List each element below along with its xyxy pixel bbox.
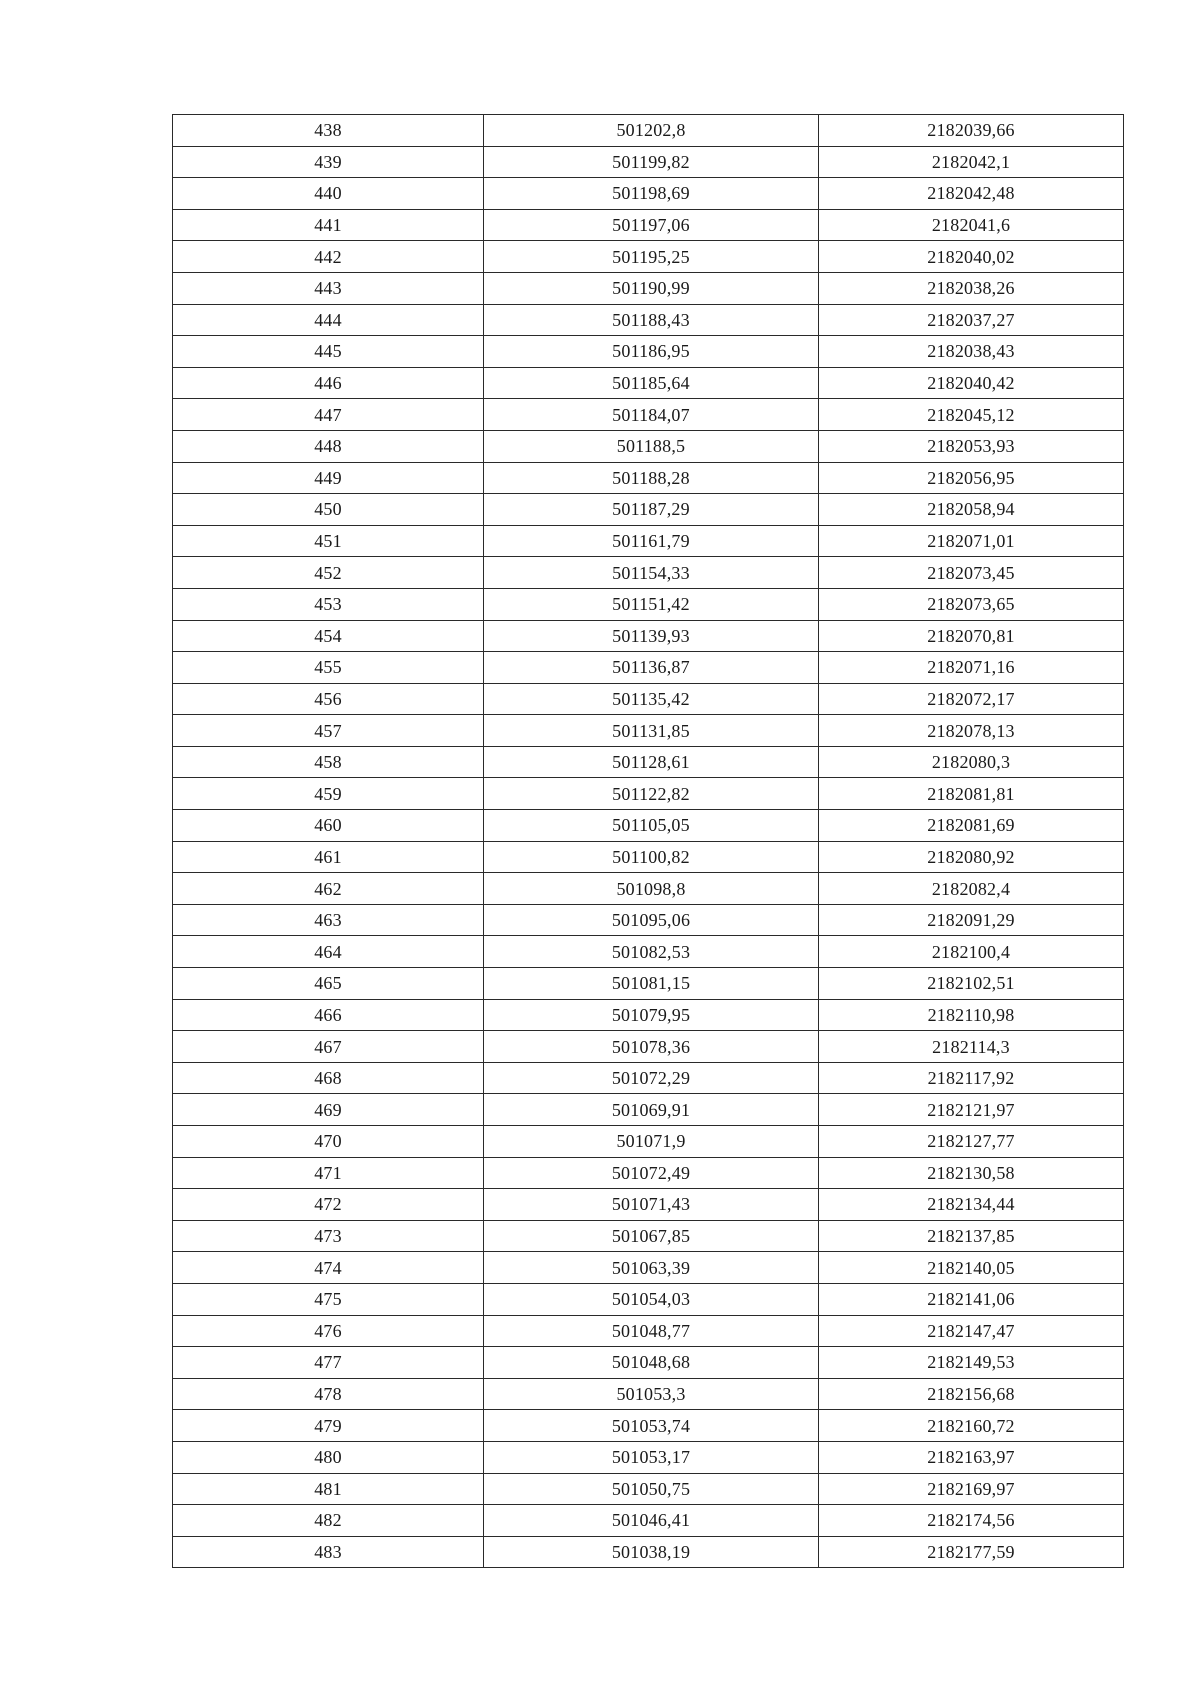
x-coordinate-cell: 501082,53 bbox=[484, 936, 819, 968]
y-coordinate-cell: 2182040,02 bbox=[819, 241, 1124, 273]
table-row bbox=[173, 272, 1124, 304]
table-row bbox=[173, 146, 1124, 178]
point-number-cell: 448 bbox=[173, 430, 484, 462]
table-row bbox=[173, 841, 1124, 873]
x-coordinate-cell: 501048,68 bbox=[484, 1347, 819, 1379]
y-coordinate-cell: 2182039,66 bbox=[819, 115, 1124, 147]
point-number-cell: 446 bbox=[173, 367, 484, 399]
x-coordinate-cell: 501185,64 bbox=[484, 367, 819, 399]
point-number-cell: 464 bbox=[173, 936, 484, 968]
point-number-cell: 479 bbox=[173, 1410, 484, 1442]
coordinates-table bbox=[172, 114, 1124, 1568]
table-row bbox=[173, 810, 1124, 842]
x-coordinate-cell: 501151,42 bbox=[484, 588, 819, 620]
table-row bbox=[173, 652, 1124, 684]
x-coordinate-cell: 501186,95 bbox=[484, 336, 819, 368]
x-coordinate-cell: 501199,82 bbox=[484, 146, 819, 178]
point-number-cell: 460 bbox=[173, 810, 484, 842]
coordinates-table-body bbox=[173, 115, 1124, 1568]
table-row bbox=[173, 1410, 1124, 1442]
y-coordinate-cell: 2182163,97 bbox=[819, 1441, 1124, 1473]
y-coordinate-cell: 2182070,81 bbox=[819, 620, 1124, 652]
x-coordinate-cell: 501187,29 bbox=[484, 494, 819, 526]
table-row bbox=[173, 715, 1124, 747]
y-coordinate-cell: 2182137,85 bbox=[819, 1220, 1124, 1252]
table-row bbox=[173, 1126, 1124, 1158]
y-coordinate-cell: 2182071,01 bbox=[819, 525, 1124, 557]
x-coordinate-cell: 501128,61 bbox=[484, 746, 819, 778]
point-number-cell: 440 bbox=[173, 178, 484, 210]
y-coordinate-cell: 2182121,97 bbox=[819, 1094, 1124, 1126]
point-number-cell: 466 bbox=[173, 999, 484, 1031]
table-row bbox=[173, 1031, 1124, 1063]
x-coordinate-cell: 501071,9 bbox=[484, 1126, 819, 1158]
point-number-cell: 470 bbox=[173, 1126, 484, 1158]
x-coordinate-cell: 501046,41 bbox=[484, 1505, 819, 1537]
table-row bbox=[173, 1062, 1124, 1094]
y-coordinate-cell: 2182149,53 bbox=[819, 1347, 1124, 1379]
table-row bbox=[173, 873, 1124, 905]
x-coordinate-cell: 501161,79 bbox=[484, 525, 819, 557]
x-coordinate-cell: 501054,03 bbox=[484, 1283, 819, 1315]
y-coordinate-cell: 2182040,42 bbox=[819, 367, 1124, 399]
table-row bbox=[173, 525, 1124, 557]
table-row bbox=[173, 936, 1124, 968]
table-row bbox=[173, 999, 1124, 1031]
table-row bbox=[173, 336, 1124, 368]
table-row bbox=[173, 778, 1124, 810]
y-coordinate-cell: 2182042,48 bbox=[819, 178, 1124, 210]
point-number-cell: 450 bbox=[173, 494, 484, 526]
x-coordinate-cell: 501135,42 bbox=[484, 683, 819, 715]
y-coordinate-cell: 2182140,05 bbox=[819, 1252, 1124, 1284]
x-coordinate-cell: 501105,05 bbox=[484, 810, 819, 842]
x-coordinate-cell: 501053,3 bbox=[484, 1378, 819, 1410]
y-coordinate-cell: 2182056,95 bbox=[819, 462, 1124, 494]
point-number-cell: 458 bbox=[173, 746, 484, 778]
y-coordinate-cell: 2182037,27 bbox=[819, 304, 1124, 336]
point-number-cell: 474 bbox=[173, 1252, 484, 1284]
point-number-cell: 455 bbox=[173, 652, 484, 684]
point-number-cell: 478 bbox=[173, 1378, 484, 1410]
table-row bbox=[173, 1252, 1124, 1284]
y-coordinate-cell: 2182160,72 bbox=[819, 1410, 1124, 1442]
y-coordinate-cell: 2182127,77 bbox=[819, 1126, 1124, 1158]
x-coordinate-cell: 501195,25 bbox=[484, 241, 819, 273]
x-coordinate-cell: 501131,85 bbox=[484, 715, 819, 747]
y-coordinate-cell: 2182130,58 bbox=[819, 1157, 1124, 1189]
y-coordinate-cell: 2182100,4 bbox=[819, 936, 1124, 968]
x-coordinate-cell: 501048,77 bbox=[484, 1315, 819, 1347]
point-number-cell: 457 bbox=[173, 715, 484, 747]
x-coordinate-cell: 501198,69 bbox=[484, 178, 819, 210]
x-coordinate-cell: 501139,93 bbox=[484, 620, 819, 652]
x-coordinate-cell: 501098,8 bbox=[484, 873, 819, 905]
y-coordinate-cell: 2182082,4 bbox=[819, 873, 1124, 905]
y-coordinate-cell: 2182041,6 bbox=[819, 209, 1124, 241]
y-coordinate-cell: 2182073,45 bbox=[819, 557, 1124, 589]
point-number-cell: 480 bbox=[173, 1441, 484, 1473]
point-number-cell: 454 bbox=[173, 620, 484, 652]
x-coordinate-cell: 501188,28 bbox=[484, 462, 819, 494]
point-number-cell: 439 bbox=[173, 146, 484, 178]
y-coordinate-cell: 2182177,59 bbox=[819, 1536, 1124, 1568]
x-coordinate-cell: 501078,36 bbox=[484, 1031, 819, 1063]
table-row bbox=[173, 462, 1124, 494]
y-coordinate-cell: 2182045,12 bbox=[819, 399, 1124, 431]
point-number-cell: 469 bbox=[173, 1094, 484, 1126]
x-coordinate-cell: 501071,43 bbox=[484, 1189, 819, 1221]
table-row bbox=[173, 1220, 1124, 1252]
table-row bbox=[173, 968, 1124, 1000]
point-number-cell: 472 bbox=[173, 1189, 484, 1221]
y-coordinate-cell: 2182073,65 bbox=[819, 588, 1124, 620]
y-coordinate-cell: 2182058,94 bbox=[819, 494, 1124, 526]
y-coordinate-cell: 2182091,29 bbox=[819, 904, 1124, 936]
x-coordinate-cell: 501095,06 bbox=[484, 904, 819, 936]
point-number-cell: 465 bbox=[173, 968, 484, 1000]
point-number-cell: 453 bbox=[173, 588, 484, 620]
table-row bbox=[173, 683, 1124, 715]
point-number-cell: 468 bbox=[173, 1062, 484, 1094]
x-coordinate-cell: 501063,39 bbox=[484, 1252, 819, 1284]
point-number-cell: 477 bbox=[173, 1347, 484, 1379]
x-coordinate-cell: 501197,06 bbox=[484, 209, 819, 241]
point-number-cell: 438 bbox=[173, 115, 484, 147]
table-row bbox=[173, 1347, 1124, 1379]
table-row bbox=[173, 1441, 1124, 1473]
y-coordinate-cell: 2182102,51 bbox=[819, 968, 1124, 1000]
point-number-cell: 456 bbox=[173, 683, 484, 715]
y-coordinate-cell: 2182081,69 bbox=[819, 810, 1124, 842]
x-coordinate-cell: 501081,15 bbox=[484, 968, 819, 1000]
x-coordinate-cell: 501072,49 bbox=[484, 1157, 819, 1189]
y-coordinate-cell: 2182141,06 bbox=[819, 1283, 1124, 1315]
point-number-cell: 442 bbox=[173, 241, 484, 273]
table-row bbox=[173, 904, 1124, 936]
y-coordinate-cell: 2182110,98 bbox=[819, 999, 1124, 1031]
y-coordinate-cell: 2182042,1 bbox=[819, 146, 1124, 178]
point-number-cell: 447 bbox=[173, 399, 484, 431]
x-coordinate-cell: 501122,82 bbox=[484, 778, 819, 810]
table-row bbox=[173, 1094, 1124, 1126]
table-row bbox=[173, 367, 1124, 399]
point-number-cell: 449 bbox=[173, 462, 484, 494]
y-coordinate-cell: 2182080,3 bbox=[819, 746, 1124, 778]
table-row bbox=[173, 1378, 1124, 1410]
y-coordinate-cell: 2182174,56 bbox=[819, 1505, 1124, 1537]
x-coordinate-cell: 501050,75 bbox=[484, 1473, 819, 1505]
point-number-cell: 473 bbox=[173, 1220, 484, 1252]
point-number-cell: 441 bbox=[173, 209, 484, 241]
table-row bbox=[173, 588, 1124, 620]
y-coordinate-cell: 2182169,97 bbox=[819, 1473, 1124, 1505]
point-number-cell: 445 bbox=[173, 336, 484, 368]
point-number-cell: 463 bbox=[173, 904, 484, 936]
table-row bbox=[173, 1473, 1124, 1505]
point-number-cell: 482 bbox=[173, 1505, 484, 1537]
table-row bbox=[173, 746, 1124, 778]
point-number-cell: 481 bbox=[173, 1473, 484, 1505]
y-coordinate-cell: 2182156,68 bbox=[819, 1378, 1124, 1410]
x-coordinate-cell: 501079,95 bbox=[484, 999, 819, 1031]
table-row bbox=[173, 1189, 1124, 1221]
point-number-cell: 452 bbox=[173, 557, 484, 589]
x-coordinate-cell: 501190,99 bbox=[484, 272, 819, 304]
x-coordinate-cell: 501184,07 bbox=[484, 399, 819, 431]
x-coordinate-cell: 501072,29 bbox=[484, 1062, 819, 1094]
y-coordinate-cell: 2182080,92 bbox=[819, 841, 1124, 873]
point-number-cell: 451 bbox=[173, 525, 484, 557]
x-coordinate-cell: 501188,5 bbox=[484, 430, 819, 462]
table-row bbox=[173, 430, 1124, 462]
point-number-cell: 459 bbox=[173, 778, 484, 810]
y-coordinate-cell: 2182117,92 bbox=[819, 1062, 1124, 1094]
table-row bbox=[173, 1283, 1124, 1315]
x-coordinate-cell: 501053,17 bbox=[484, 1441, 819, 1473]
point-number-cell: 443 bbox=[173, 272, 484, 304]
x-coordinate-cell: 501100,82 bbox=[484, 841, 819, 873]
table-row bbox=[173, 1536, 1124, 1568]
x-coordinate-cell: 501154,33 bbox=[484, 557, 819, 589]
x-coordinate-cell: 501188,43 bbox=[484, 304, 819, 336]
x-coordinate-cell: 501136,87 bbox=[484, 652, 819, 684]
x-coordinate-cell: 501038,19 bbox=[484, 1536, 819, 1568]
x-coordinate-cell: 501202,8 bbox=[484, 115, 819, 147]
table-row bbox=[173, 620, 1124, 652]
table-row bbox=[173, 1505, 1124, 1537]
y-coordinate-cell: 2182038,26 bbox=[819, 272, 1124, 304]
y-coordinate-cell: 2182081,81 bbox=[819, 778, 1124, 810]
point-number-cell: 444 bbox=[173, 304, 484, 336]
table-row bbox=[173, 1315, 1124, 1347]
point-number-cell: 475 bbox=[173, 1283, 484, 1315]
y-coordinate-cell: 2182053,93 bbox=[819, 430, 1124, 462]
point-number-cell: 467 bbox=[173, 1031, 484, 1063]
x-coordinate-cell: 501053,74 bbox=[484, 1410, 819, 1442]
y-coordinate-cell: 2182038,43 bbox=[819, 336, 1124, 368]
y-coordinate-cell: 2182147,47 bbox=[819, 1315, 1124, 1347]
x-coordinate-cell: 501069,91 bbox=[484, 1094, 819, 1126]
table-row bbox=[173, 178, 1124, 210]
y-coordinate-cell: 2182071,16 bbox=[819, 652, 1124, 684]
point-number-cell: 483 bbox=[173, 1536, 484, 1568]
y-coordinate-cell: 2182078,13 bbox=[819, 715, 1124, 747]
table-row bbox=[173, 241, 1124, 273]
y-coordinate-cell: 2182072,17 bbox=[819, 683, 1124, 715]
point-number-cell: 461 bbox=[173, 841, 484, 873]
table-row bbox=[173, 304, 1124, 336]
point-number-cell: 462 bbox=[173, 873, 484, 905]
table-row bbox=[173, 115, 1124, 147]
y-coordinate-cell: 2182114,3 bbox=[819, 1031, 1124, 1063]
table-row bbox=[173, 494, 1124, 526]
table-row bbox=[173, 399, 1124, 431]
table-row bbox=[173, 557, 1124, 589]
point-number-cell: 471 bbox=[173, 1157, 484, 1189]
point-number-cell: 476 bbox=[173, 1315, 484, 1347]
x-coordinate-cell: 501067,85 bbox=[484, 1220, 819, 1252]
y-coordinate-cell: 2182134,44 bbox=[819, 1189, 1124, 1221]
table-row bbox=[173, 1157, 1124, 1189]
table-row bbox=[173, 209, 1124, 241]
